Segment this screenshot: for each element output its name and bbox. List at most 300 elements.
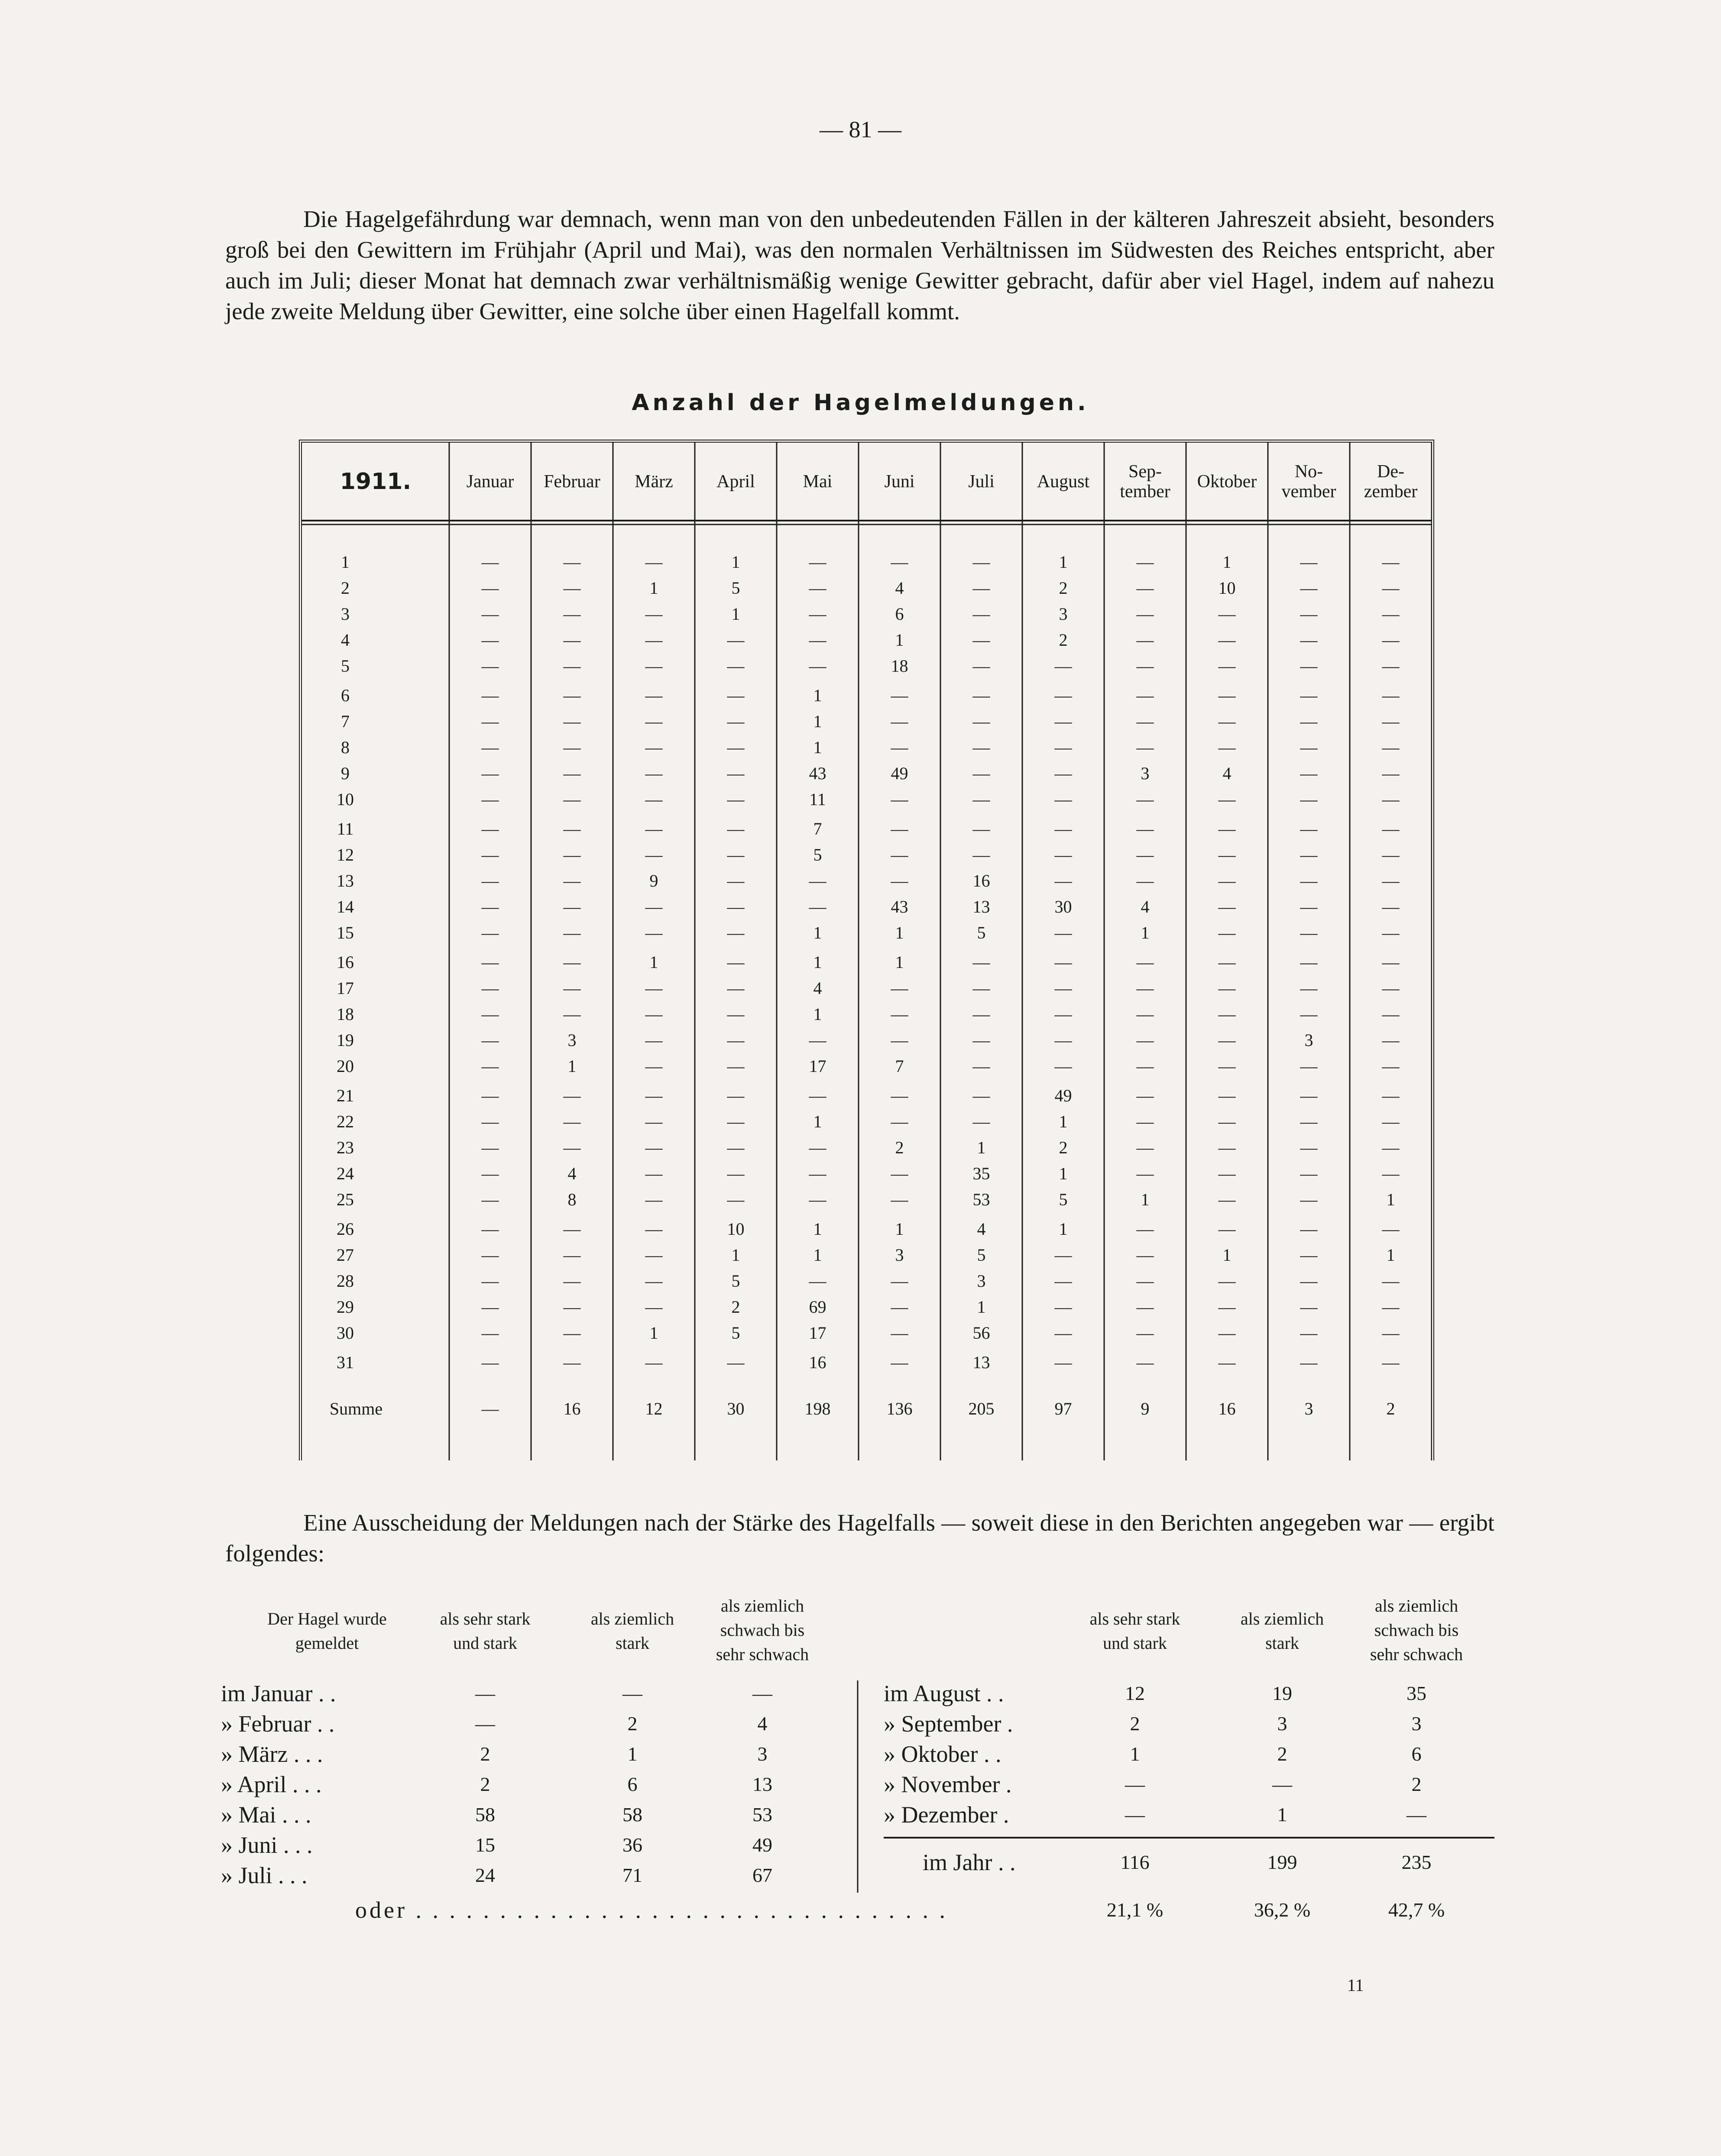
- table-cell: 43: [891, 897, 908, 916]
- table-cell: —: [1300, 1189, 1318, 1209]
- strength-value: 6: [1411, 1743, 1422, 1765]
- table-cell: 17: [809, 1056, 826, 1076]
- month-label: » April . . .: [221, 1771, 322, 1797]
- table-cell: —: [1054, 1297, 1072, 1317]
- table-cell: —: [1300, 711, 1318, 731]
- table-cell: —: [727, 845, 745, 864]
- sum-cell: —: [481, 1398, 499, 1418]
- table-cell: —: [891, 1323, 908, 1343]
- table-cell: —: [563, 1245, 581, 1265]
- table-cell: —: [1300, 1271, 1318, 1291]
- table-cell: —: [481, 978, 499, 998]
- table-cell: —: [563, 845, 581, 864]
- table-cell: —: [1218, 711, 1236, 731]
- table-cell: 1: [1059, 1219, 1068, 1239]
- table-cell: —: [1382, 789, 1400, 809]
- sum-cell: 136: [886, 1398, 913, 1418]
- table-cell: —: [727, 819, 745, 838]
- table-cell: —: [645, 1111, 663, 1131]
- table-cell: —: [727, 1085, 745, 1105]
- table-cell: —: [727, 952, 745, 972]
- table-cell: 5: [813, 845, 822, 864]
- table-cell: —: [1054, 737, 1072, 757]
- strength-value: 49: [752, 1834, 772, 1856]
- table-cell: —: [481, 871, 499, 890]
- table-cell: —: [563, 711, 581, 731]
- table-cell: 4: [895, 578, 904, 598]
- table-cell: —: [1218, 656, 1236, 676]
- table-row: [302, 601, 1431, 627]
- strength-value: —: [475, 1712, 495, 1735]
- table-cell: 1: [813, 1004, 822, 1024]
- table-cell: 16: [972, 871, 990, 890]
- table-cell: —: [972, 1085, 990, 1105]
- table-cell: —: [1382, 1219, 1400, 1239]
- month-label: » Mai . . .: [221, 1802, 311, 1828]
- table-cell: 11: [809, 789, 826, 809]
- table-cell: —: [1300, 1245, 1318, 1265]
- table-cell: —: [1218, 685, 1236, 705]
- table-row: [302, 653, 1431, 679]
- month-label: » Oktober . .: [884, 1741, 1001, 1767]
- table-cell: —: [563, 1297, 581, 1317]
- strength-value: 58: [475, 1803, 495, 1826]
- table-cell: 8: [567, 1189, 577, 1209]
- table-cell: —: [481, 1030, 499, 1050]
- table-cell: 4: [1222, 763, 1232, 783]
- table-cell: —: [1218, 1085, 1236, 1105]
- table-cell: —: [1300, 978, 1318, 998]
- table-row: [302, 1108, 1431, 1134]
- table-cell: —: [891, 1030, 908, 1050]
- table-cell: 1: [1222, 552, 1232, 572]
- table-cell: —: [972, 819, 990, 838]
- table-cell: —: [1300, 1323, 1318, 1343]
- table-cell: —: [563, 1352, 581, 1372]
- table-cell: —: [891, 685, 908, 705]
- table-cell: —: [1218, 1137, 1236, 1157]
- day-label: 9: [341, 763, 350, 783]
- table-cell: —: [1136, 952, 1154, 972]
- table-cell: —: [645, 1352, 663, 1372]
- table-cell: —: [1382, 1085, 1400, 1105]
- table-cell: —: [481, 1245, 499, 1265]
- table-cell: —: [645, 1004, 663, 1024]
- table-cell: 1: [731, 552, 740, 572]
- table-cell: —: [645, 737, 663, 757]
- day-label: 17: [337, 978, 354, 998]
- table-cell: —: [1136, 1323, 1154, 1343]
- table-cell: 10: [1218, 578, 1236, 598]
- table-cell: —: [972, 1030, 990, 1050]
- table-cell: 5: [1059, 1189, 1068, 1209]
- table-cell: —: [891, 1297, 908, 1317]
- table-cell: —: [1136, 1137, 1154, 1157]
- table-cell: —: [645, 819, 663, 838]
- table-cell: 1: [813, 685, 822, 705]
- table-cell: 1: [1386, 1189, 1395, 1209]
- table-cell: —: [645, 789, 663, 809]
- table-cell: —: [1300, 1352, 1318, 1372]
- day-label: 10: [337, 789, 354, 809]
- table-cell: —: [1136, 737, 1154, 757]
- table-cell: —: [891, 737, 908, 757]
- day-label: 24: [337, 1163, 354, 1183]
- table-cell: 2: [1059, 1137, 1068, 1157]
- table-row: [302, 1216, 1431, 1242]
- table-cell: —: [563, 789, 581, 809]
- table-cell: —: [481, 763, 499, 783]
- table-row: [302, 682, 1431, 708]
- table-cell: 3: [567, 1030, 577, 1050]
- table-cell: —: [972, 656, 990, 676]
- table-cell: —: [645, 923, 663, 942]
- table-cell: —: [891, 1163, 908, 1183]
- table-cell: —: [727, 763, 745, 783]
- table-cell: —: [809, 1163, 826, 1183]
- strength-value: 58: [622, 1803, 642, 1826]
- table-cell: —: [1382, 871, 1400, 890]
- table-cell: —: [809, 578, 826, 598]
- table-cell: —: [891, 1189, 908, 1209]
- table-cell: —: [1300, 789, 1318, 809]
- sum-cell: 2: [1386, 1398, 1395, 1418]
- table-cell: —: [809, 656, 826, 676]
- table-cell: 3: [1059, 604, 1068, 624]
- table-cell: —: [1382, 552, 1400, 572]
- table-cell: —: [891, 1352, 908, 1372]
- strength-value: 2: [1411, 1773, 1422, 1795]
- table-cell: —: [1300, 819, 1318, 838]
- table-cell: —: [481, 604, 499, 624]
- table-cell: —: [727, 1163, 745, 1183]
- table-cell: —: [645, 1219, 663, 1239]
- table-cell: 2: [731, 1297, 740, 1317]
- table-cell: —: [727, 897, 745, 916]
- table-cell: —: [1382, 1111, 1400, 1131]
- table-cell: —: [1300, 1004, 1318, 1024]
- table-cell: —: [481, 789, 499, 809]
- month-header: August: [1037, 472, 1090, 492]
- month-header: Oktober: [1197, 472, 1257, 492]
- table-cell: —: [891, 1004, 908, 1024]
- strength-intro-paragraph: Eine Ausscheidung der Meldungen nach der Stärke des Hagelfalls — soweit diese in den Berichten angegeben war — ergibt folgendes:: [225, 1509, 1494, 1567]
- table-cell: —: [1136, 1271, 1154, 1291]
- table-cell: —: [1300, 630, 1318, 650]
- table-cell: —: [563, 604, 581, 624]
- day-label: 23: [337, 1137, 354, 1157]
- table-cell: —: [645, 1056, 663, 1076]
- strength-value: 3: [1411, 1712, 1422, 1735]
- day-label: 1: [341, 552, 350, 572]
- month-header: Januar: [466, 472, 514, 492]
- table-cell: 10: [727, 1219, 745, 1239]
- table-cell: —: [481, 1219, 499, 1239]
- table-cell: —: [972, 737, 990, 757]
- table-cell: —: [1382, 1163, 1400, 1183]
- day-label: 16: [337, 952, 354, 972]
- month-header: De- zember: [1364, 462, 1418, 502]
- table-cell: —: [563, 923, 581, 942]
- strength-value: 19: [1272, 1682, 1292, 1704]
- strength-col-header: als sehr stark und stark: [440, 1609, 531, 1653]
- table-cell: —: [891, 711, 908, 731]
- table-cell: —: [1300, 1137, 1318, 1157]
- table-cell: —: [1054, 1271, 1072, 1291]
- table-cell: 1: [895, 952, 904, 972]
- table-cell: —: [1300, 952, 1318, 972]
- strength-value: 2: [627, 1712, 638, 1735]
- day-label: 6: [341, 685, 350, 705]
- table-cell: —: [1382, 656, 1400, 676]
- table-cell: —: [1300, 1163, 1318, 1183]
- strength-value: 13: [752, 1773, 772, 1795]
- table-cell: —: [1218, 1004, 1236, 1024]
- sum-cell: 3: [1304, 1398, 1313, 1418]
- table-cell: 4: [567, 1163, 577, 1183]
- table-cell: 1: [813, 952, 822, 972]
- table-cell: —: [481, 737, 499, 757]
- table-cell: —: [645, 1163, 663, 1183]
- table-cell: —: [1300, 871, 1318, 890]
- table-cell: —: [727, 630, 745, 650]
- intro-paragraph: Die Hagelgefährdung war demnach, wenn man von den unbedeutenden Fällen in der kälteren Jahreszeit absieht, besonders groß bei den Gewittern im Frühjahr (April und Mai), was den normalen Verhältnissen im Südwesten des Reiches entspricht, aber auch im Juli; dieser Monat hat demnach zwar verhältnismäßig wenige Gewitter gebracht, dafür aber viel Hagel, indem auf nahezu jede zweite Meldung über Gewitter, eine solche über einen Hagelfall kommt.: [225, 206, 1494, 324]
- sum-cell: 9: [1141, 1398, 1150, 1418]
- table-cell: —: [1218, 845, 1236, 864]
- table-cell: —: [727, 789, 745, 809]
- table-cell: —: [1382, 952, 1400, 972]
- day-label: 2: [341, 578, 350, 598]
- table-cell: 1: [649, 578, 658, 598]
- table-cell: —: [1382, 1137, 1400, 1157]
- month-label: » September .: [884, 1711, 1013, 1737]
- table-cell: —: [891, 978, 908, 998]
- table-cell: —: [1300, 552, 1318, 572]
- strength-value: 2: [480, 1743, 490, 1765]
- table-row: [302, 1134, 1431, 1160]
- day-label: 13: [337, 871, 354, 890]
- table-row: [302, 1186, 1431, 1212]
- table-cell: —: [1054, 685, 1072, 705]
- table-cell: 1: [649, 952, 658, 972]
- table-cell: —: [1218, 1163, 1236, 1183]
- strength-value: 1: [627, 1743, 638, 1765]
- table-cell: —: [563, 685, 581, 705]
- table-cell: 49: [1054, 1085, 1072, 1105]
- table-cell: —: [1218, 1111, 1236, 1131]
- month-header: April: [716, 472, 755, 492]
- table-cell: —: [727, 1030, 745, 1050]
- table-cell: —: [1382, 711, 1400, 731]
- table-cell: —: [972, 1056, 990, 1076]
- table-cell: —: [1218, 630, 1236, 650]
- strength-value: 71: [622, 1864, 642, 1886]
- table-cell: —: [1054, 1323, 1072, 1343]
- month-label: im August . .: [884, 1680, 1004, 1706]
- table-cell: —: [972, 630, 990, 650]
- year-total-value: 235: [1401, 1851, 1432, 1873]
- table-cell: 5: [977, 1245, 986, 1265]
- table-cell: —: [563, 763, 581, 783]
- table-cell: —: [481, 923, 499, 942]
- strength-value: —: [1125, 1803, 1145, 1826]
- day-label: 14: [337, 897, 354, 916]
- table-cell: —: [1054, 789, 1072, 809]
- day-label: 8: [341, 737, 350, 757]
- page-number: — 81 —: [820, 117, 901, 142]
- table-cell: —: [1218, 1219, 1236, 1239]
- table-cell: —: [645, 552, 663, 572]
- table-cell: —: [1054, 923, 1072, 942]
- table-cell: —: [1054, 819, 1072, 838]
- strength-value: —: [1125, 1773, 1145, 1795]
- table-cell: —: [727, 711, 745, 731]
- sum-cell: 16: [563, 1398, 581, 1418]
- table-cell: —: [645, 978, 663, 998]
- table-cell: —: [1054, 978, 1072, 998]
- month-header: März: [635, 472, 673, 492]
- table-cell: 13: [972, 1352, 990, 1372]
- table-cell: —: [563, 978, 581, 998]
- table-cell: —: [809, 1030, 826, 1050]
- table-cell: 4: [1141, 897, 1150, 916]
- table-cell: 5: [731, 578, 740, 598]
- table-cell: —: [1218, 819, 1236, 838]
- table-cell: —: [481, 897, 499, 916]
- table-cell: —: [1136, 1297, 1154, 1317]
- table-row: [302, 760, 1431, 786]
- table-cell: —: [481, 1271, 499, 1291]
- table-cell: —: [1382, 978, 1400, 998]
- table-cell: 1: [1141, 1189, 1150, 1209]
- table-cell: —: [891, 1085, 908, 1105]
- table-row: [302, 1001, 1431, 1027]
- table-cell: —: [563, 1137, 581, 1157]
- oder-label: oder . . . . . . . . . . . . . . . . . . . . . . . . . . . . . . . .: [355, 1897, 948, 1923]
- table-cell: 7: [895, 1056, 904, 1076]
- table-cell: —: [563, 737, 581, 757]
- table-cell: 1: [813, 1219, 822, 1239]
- table-cell: —: [1300, 763, 1318, 783]
- year-total-value: 116: [1120, 1851, 1150, 1873]
- table-cell: 43: [809, 763, 826, 783]
- table-cell: —: [1300, 578, 1318, 598]
- month-label: » November .: [884, 1771, 1012, 1797]
- table-cell: —: [481, 1323, 499, 1343]
- table-cell: 2: [1059, 578, 1068, 598]
- table-cell: —: [1382, 604, 1400, 624]
- table-cell: —: [645, 845, 663, 864]
- table-cell: —: [1218, 1189, 1236, 1209]
- table-cell: —: [481, 1352, 499, 1372]
- table-cell: —: [563, 578, 581, 598]
- table-cell: 3: [895, 1245, 904, 1265]
- strength-value: 15: [475, 1834, 495, 1856]
- day-label: 12: [337, 845, 354, 864]
- table-cell: —: [727, 1352, 745, 1372]
- table-cell: 1: [731, 604, 740, 624]
- table-row: [302, 893, 1431, 919]
- day-label: 25: [337, 1189, 354, 1209]
- table-title: Anzahl der Hagelmeldungen.: [632, 390, 1089, 416]
- table-cell: —: [1136, 871, 1154, 890]
- table-cell: —: [891, 552, 908, 572]
- table-cell: 1: [813, 737, 822, 757]
- table-cell: —: [1382, 923, 1400, 942]
- table-cell: —: [563, 1085, 581, 1105]
- table-cell: —: [1136, 1245, 1154, 1265]
- strength-value: 3: [757, 1743, 768, 1765]
- table-cell: —: [563, 1271, 581, 1291]
- table-row: [302, 1349, 1431, 1375]
- table-cell: —: [1054, 763, 1072, 783]
- day-label: 3: [341, 604, 350, 624]
- table-cell: —: [645, 656, 663, 676]
- table-cell: —: [563, 1323, 581, 1343]
- table-cell: —: [645, 897, 663, 916]
- sum-label: Summe: [329, 1398, 383, 1418]
- table-cell: 1: [649, 1323, 658, 1343]
- table-cell: —: [1300, 897, 1318, 916]
- table-cell: 1: [1059, 1111, 1068, 1131]
- day-label: 19: [337, 1030, 354, 1050]
- table-cell: —: [727, 871, 745, 890]
- table-cell: —: [645, 1030, 663, 1050]
- percent-value: 36,2 %: [1254, 1899, 1311, 1921]
- table-cell: —: [727, 1189, 745, 1209]
- table-cell: —: [481, 711, 499, 731]
- strength-value: 67: [752, 1864, 772, 1886]
- sum-cell: 16: [1218, 1398, 1236, 1418]
- table-cell: 18: [891, 656, 908, 676]
- table-cell: —: [727, 1004, 745, 1024]
- table-cell: 1: [1222, 1245, 1232, 1265]
- table-cell: —: [1054, 871, 1072, 890]
- table-cell: —: [1218, 604, 1236, 624]
- table-cell: —: [1136, 1352, 1154, 1372]
- table-cell: —: [1382, 1030, 1400, 1050]
- table-cell: —: [563, 1111, 581, 1131]
- table-cell: —: [1382, 845, 1400, 864]
- table-cell: —: [1300, 923, 1318, 942]
- table-cell: —: [891, 1111, 908, 1131]
- table-cell: —: [809, 630, 826, 650]
- year-header: 1911.: [340, 469, 412, 495]
- table-cell: —: [1300, 1085, 1318, 1105]
- strength-value: 4: [757, 1712, 768, 1735]
- table-cell: 3: [1304, 1030, 1313, 1050]
- table-cell: —: [972, 978, 990, 998]
- table-row: [302, 1082, 1431, 1108]
- table-cell: —: [481, 1111, 499, 1131]
- table-cell: —: [809, 1085, 826, 1105]
- month-header: Februar: [544, 472, 600, 492]
- table-cell: —: [645, 1137, 663, 1157]
- table-cell: 1: [895, 630, 904, 650]
- strength-value: 6: [627, 1773, 638, 1795]
- table-cell: —: [1382, 737, 1400, 757]
- strength-value: 2: [480, 1773, 490, 1795]
- month-header: Sep- tember: [1120, 462, 1170, 502]
- table-cell: —: [1136, 789, 1154, 809]
- table-cell: —: [1218, 1352, 1236, 1372]
- table-row: [302, 708, 1431, 734]
- table-row: [302, 868, 1431, 893]
- table-row: [302, 1053, 1431, 1079]
- table-cell: —: [727, 1056, 745, 1076]
- table-cell: —: [891, 789, 908, 809]
- table-cell: —: [645, 763, 663, 783]
